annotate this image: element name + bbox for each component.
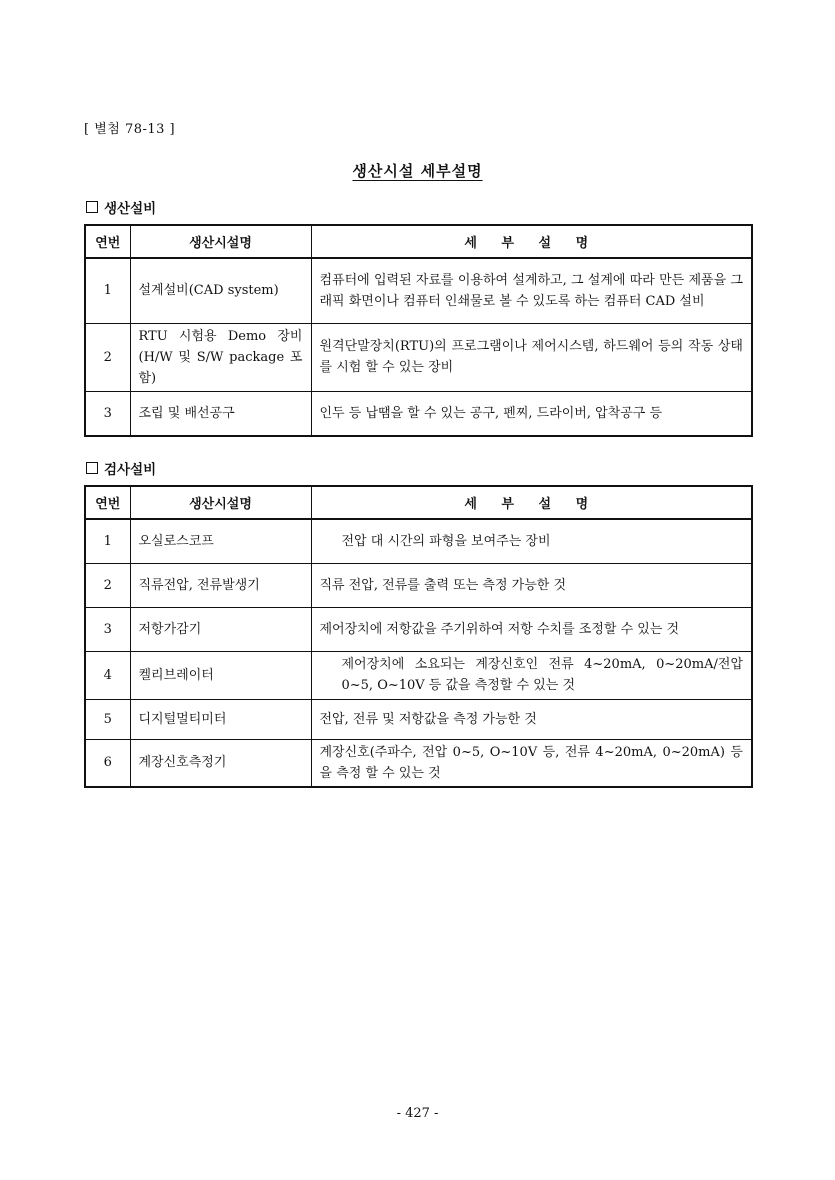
page-number: - 427 - <box>396 1106 439 1121</box>
checkbox-square-icon <box>86 462 98 474</box>
document-title-text: 생산시설 세부설명 <box>352 162 483 180</box>
column-header-no: 연번 <box>85 486 130 519</box>
column-header-name: 생산시설명 <box>130 225 311 258</box>
table-row <box>85 607 752 651</box>
document-title <box>0 160 835 181</box>
row-description: 컴퓨터에 입력된 자료를 이용하여 설계하고, 그 설계에 따라 만든 제품을 그래픽 화면이나 컴퓨터 인쇄물로 볼 수 있도록 하는 컴퓨터 CAD 설비 <box>311 258 752 323</box>
row-number: 2 <box>85 563 130 607</box>
row-description: 인두 등 납땜을 할 수 있는 공구, 펜찌, 드라이버, 압착공구 등 <box>311 391 752 436</box>
production-equipment-table <box>84 224 753 437</box>
table-header-row <box>85 486 752 519</box>
section-heading-text: 검사설비 <box>104 462 157 478</box>
row-description: 전압, 전류 및 저항값을 측정 가능한 것 <box>311 699 752 739</box>
row-equipment-name: 저항가감기 <box>130 607 311 651</box>
row-number: 5 <box>85 699 130 739</box>
row-number: 1 <box>85 258 130 323</box>
row-description: 제어장치에 저항값을 주기위하여 저항 수치를 조정할 수 있는 것 <box>311 607 752 651</box>
row-equipment-name: RTU 시험용 Demo 장비 (H/W 및 S/W package 포함) <box>130 323 311 391</box>
table-row <box>85 323 752 391</box>
row-description: 전압 대 시간의 파형을 보여주는 장비 <box>311 519 752 563</box>
checkbox-square-icon <box>86 201 98 213</box>
section-heading-inspection <box>86 458 156 478</box>
row-description: 원격단말장치(RTU)의 프로그램이나 제어시스템, 하드웨어 등의 작동 상태를 시험 할 수 있는 장비 <box>311 323 752 391</box>
column-header-name: 생산시설명 <box>130 486 311 519</box>
column-header-desc: 세 부 설 명 <box>311 225 752 258</box>
table-row <box>85 563 752 607</box>
row-equipment-name: 조립 및 배선공구 <box>130 391 311 436</box>
row-equipment-name: 디지털멀티미터 <box>130 699 311 739</box>
table-row <box>85 519 752 563</box>
table-row <box>85 391 752 436</box>
table-header-row <box>85 225 752 258</box>
row-number: 6 <box>85 739 130 787</box>
section-heading-production <box>86 197 156 217</box>
row-equipment-name: 직류전압, 전류발생기 <box>130 563 311 607</box>
row-number: 2 <box>85 323 130 391</box>
row-description: 직류 전압, 전류를 출력 또는 측정 가능한 것 <box>311 563 752 607</box>
row-number: 1 <box>85 519 130 563</box>
row-equipment-name: 오실로스코프 <box>130 519 311 563</box>
table-row <box>85 651 752 699</box>
column-header-desc: 세 부 설 명 <box>311 486 752 519</box>
row-equipment-name: 계장신호측정기 <box>130 739 311 787</box>
inspection-equipment-table <box>84 485 753 788</box>
table-row <box>85 699 752 739</box>
row-number: 4 <box>85 651 130 699</box>
row-number: 3 <box>85 391 130 436</box>
attachment-reference: [ 별첨 78-13 ] <box>84 122 176 137</box>
table-row <box>85 739 752 787</box>
section-heading-text: 생산설비 <box>104 201 157 217</box>
row-description: 제어장치에 소요되는 계장신호인 전류 4~20mA, 0~20mA/전압 0~5, O~10V 등 값을 측정할 수 있는 것 <box>311 651 752 699</box>
row-number: 3 <box>85 607 130 651</box>
row-equipment-name: 설계설비(CAD system) <box>130 258 311 323</box>
row-description: 계장신호(주파수, 전압 0~5, O~10V 등, 전류 4~20mA, 0~20mA) 등을 측정 할 수 있는 것 <box>311 739 752 787</box>
table-row <box>85 258 752 323</box>
row-equipment-name: 켈리브레이터 <box>130 651 311 699</box>
column-header-no: 연번 <box>85 225 130 258</box>
